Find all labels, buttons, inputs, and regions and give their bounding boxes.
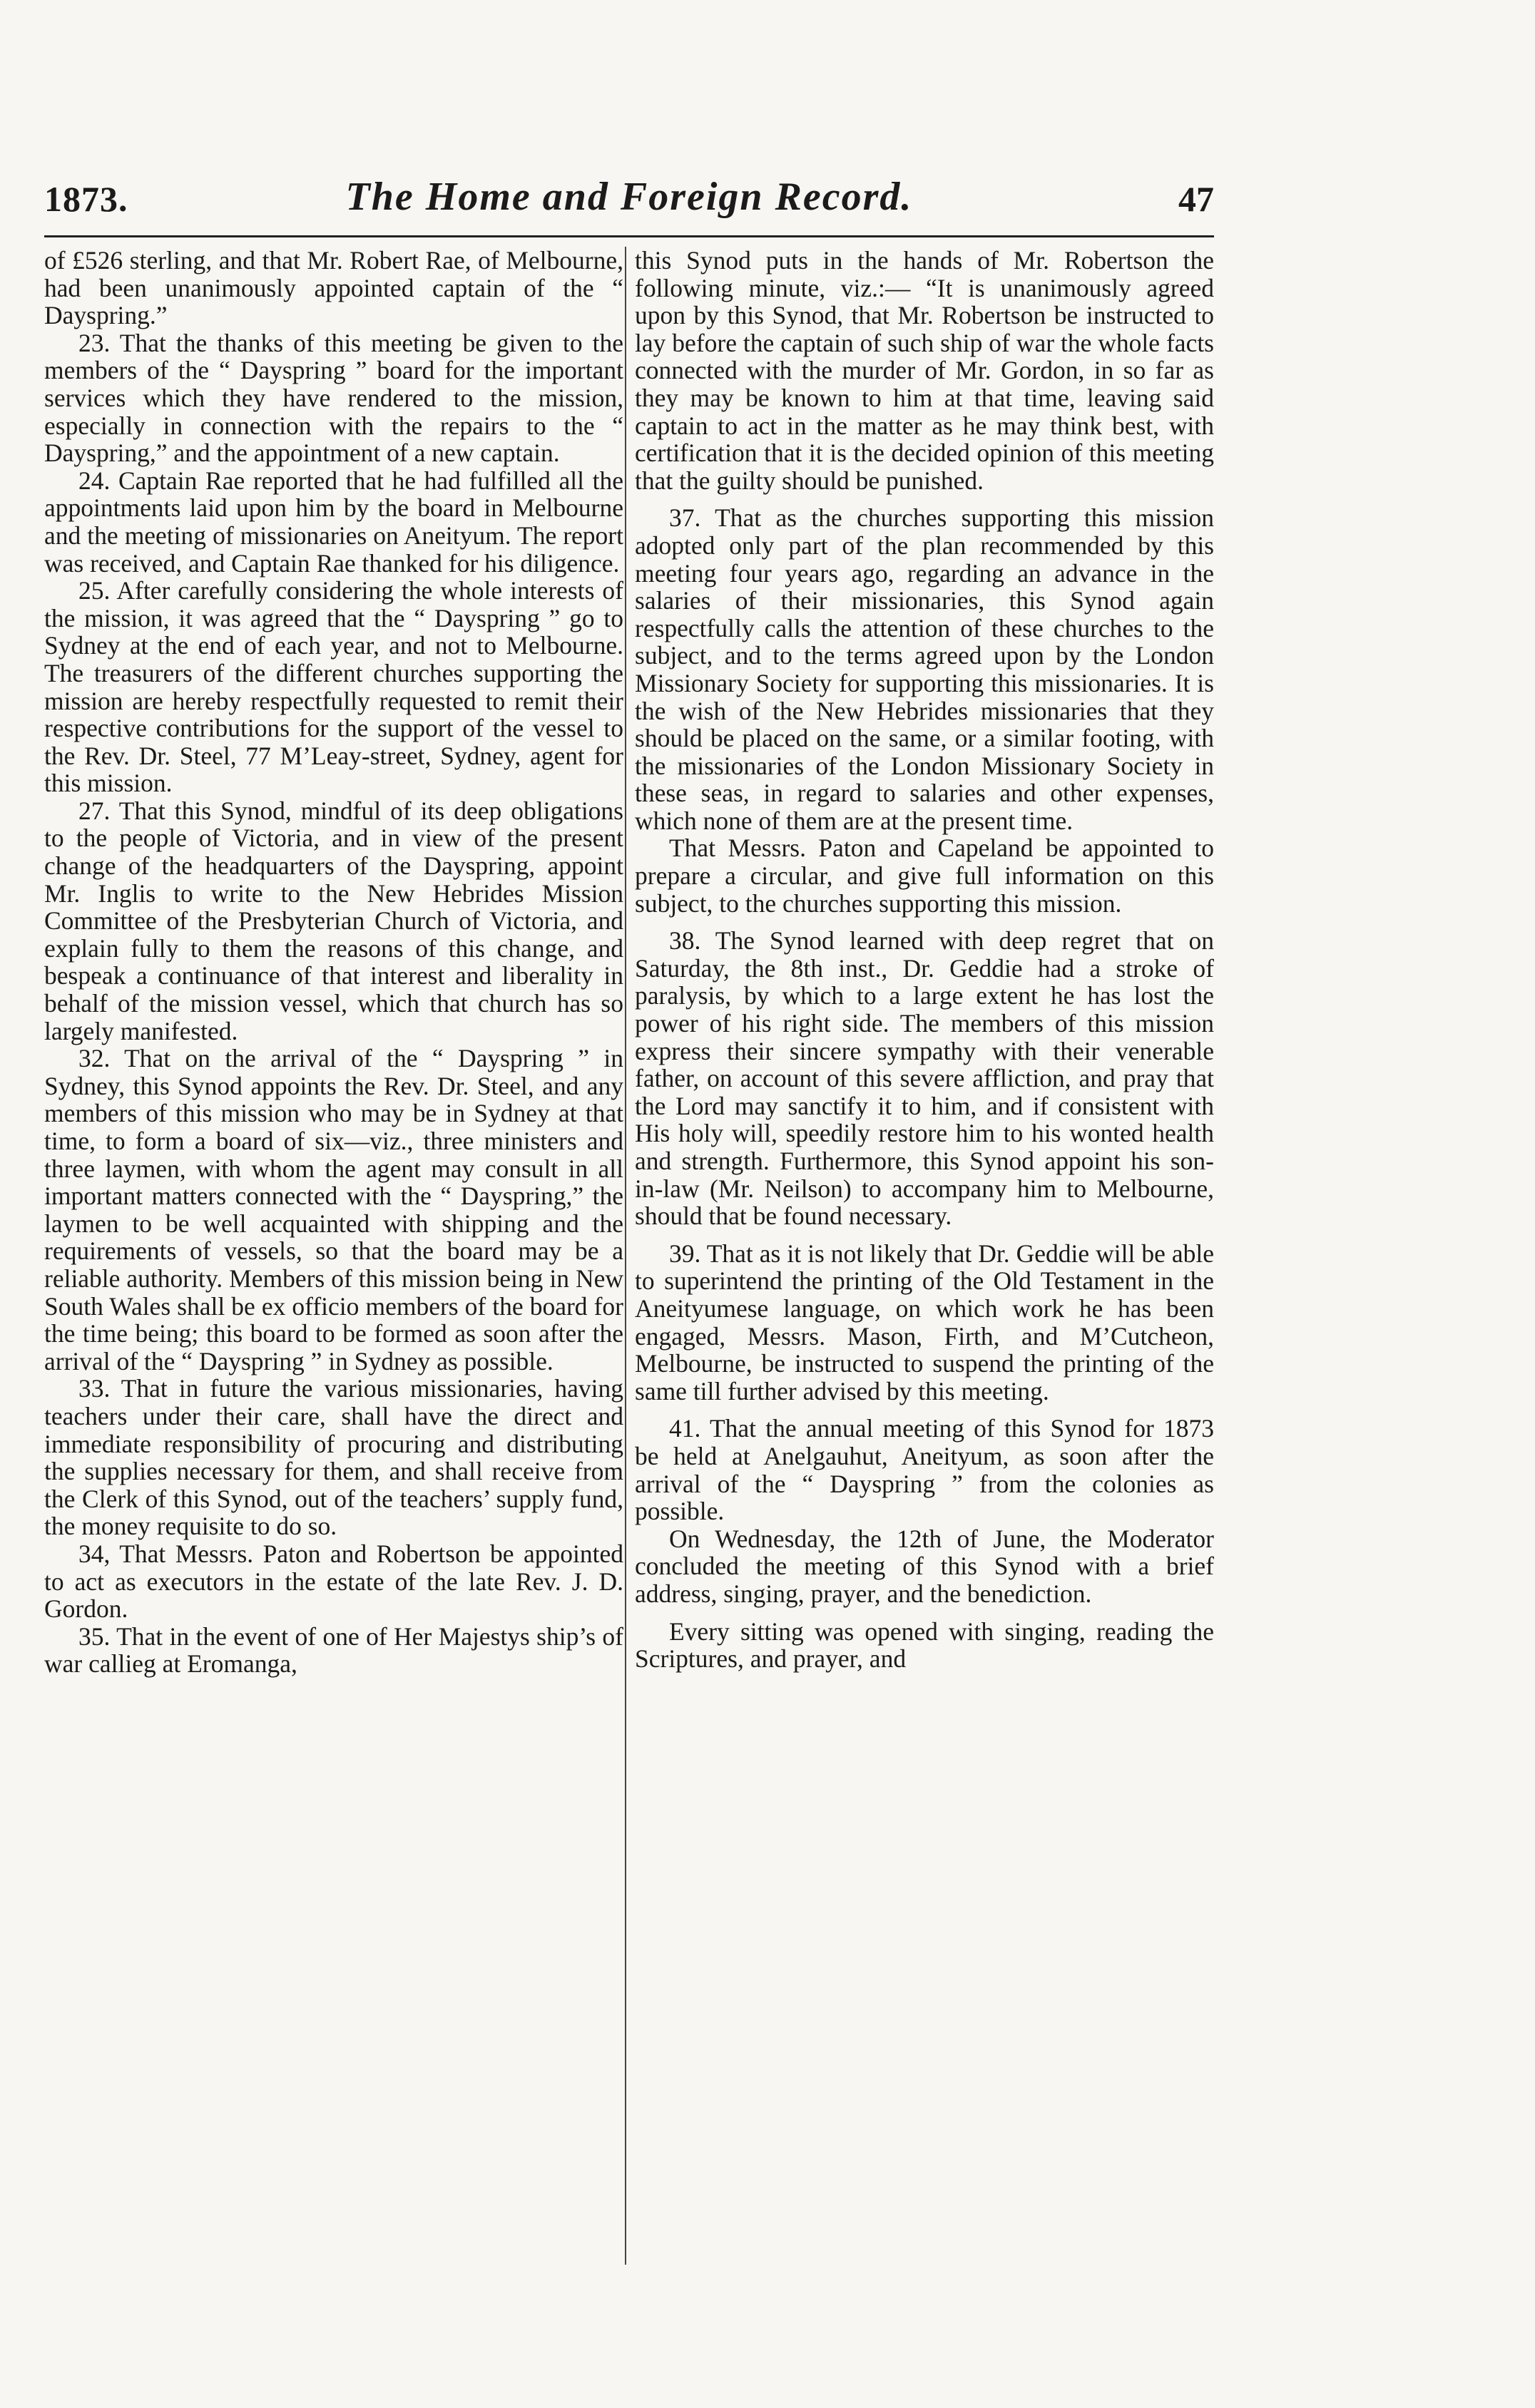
- column-divider: [625, 247, 626, 2265]
- paragraph: Every sitting was opened with singing, reading the Scriptures, and prayer, and: [635, 1617, 1214, 1674]
- paragraph: 37. That as the churches supporting this mission adopted only part of the plan recommended by this meeting four years ago, regarding an advance in the salaries of their missionaries, this Synod again respectfully calls the attention of these churches to the subject, and to the terms agreed upon by the London Missionary Society for supporting this missionaries. It is the wish of the New Hebrides missionaries that they should be placed on the same, or a similar footing, with the missionaries of the London Missionary Society in these seas, in regard to salaries and other expenses, which none of them are at the present time.: [635, 503, 1214, 835]
- paragraph: 32. That on the arrival of the “ Dayspring ” in Sydney, this Synod appoints the Rev. Dr. Steel, and any members of this mission who may be in Sydney at that time, to form a board of six—viz., three ministers and three laymen, with whom the agent may consult in all important matters connected with the “ Dayspring,” the laymen to be well acquainted with shipping and the requirements of vessels, so that the board may be a reliable authority. Members of this mission being in New South Wales shall be ex officio members of the board for the time being; this board to be formed as soon after the arrival of the “ Dayspring ” in Sydney as possible.: [44, 1044, 623, 1375]
- paragraph: 35. That in the event of one of Her Majestys ship’s of war callieg at Eromanga,: [44, 1621, 623, 1679]
- header-page-number: 47: [1178, 179, 1214, 219]
- right-column: [635, 247, 1214, 1673]
- paragraph: 38. The Synod learned with deep regret that on Saturday, the 8th inst., Dr. Geddie had a stroke of paralysis, by which to a large extent he has lost the power of his right side. The members of this mission express their sincere sympathy with their venerable father, on account of this severe affliction, and pray that the Lord may sanctify it to him, and if consistent with His holy will, speedily restore him to his wonted health and strength. Furthermore, this Synod appoint his son-in-law (Mr. Neilson) to accompany him to Melbourne, should that be found necessary.: [635, 926, 1214, 1231]
- paragraph: 41. That the annual meeting of this Synod for 1873 be held at Anelgauhut, Aneityum, as soon after the arrival of the “ Dayspring ” from the colonies as possible.: [635, 1414, 1214, 1526]
- paragraph: 33. That in future the various missionaries, having teachers under their care, shall have the direct and immediate responsibility of procuring and distributing the supplies necessary for them, and shall receive from the Clerk of this Synod, out of the teachers’ supply fund, the money requisite to do so.: [44, 1374, 623, 1541]
- paragraph: 27. That this Synod, mindful of its deep obligations to the people of Victoria, and in view of the present change of the headquarters of the Dayspring, appoint Mr. Inglis to write to the New Hebrides Mission Committee of the Presbyterian Church of Victoria, and explain fully to them the reasons of this change, and bespeak a continuance of that interest and liberality in behalf of the mission vessel, which that church has so largely manifested.: [44, 796, 623, 1045]
- paragraph: 25. After carefully considering the whole interests of the mission, it was agreed that the “ Dayspring ” go to Sydney at the end of each year, and not to Melbourne. The treasurers of the different churches supporting the mission are hereby respectfully requested to remit their respective contributions for the support of the vessel to the Rev. Dr. Steel, 77 M’Leay-street, Sydney, agent for this mission.: [44, 576, 623, 798]
- paragraph: 23. That the thanks of this meeting be given to the members of the “ Dayspring ” board for the important services which they have rendered to the mission, especially in connection with the repairs to the “ Dayspring,” and the appointment of a new captain.: [44, 328, 623, 468]
- header-title: The Home and Foreign Record.: [345, 175, 913, 219]
- paragraph: On Wednesday, the 12th of June, the Moderator concluded the meeting of this Synod with a brief address, singing, prayer, and the benediction.: [635, 1524, 1214, 1608]
- paragraph: 34, That Messrs. Paton and Robertson be appointed to act as executors in the estate of the late Rev. J. D. Gordon.: [44, 1539, 623, 1624]
- paragraph: That Messrs. Paton and Capeland be appointed to prepare a circular, and give full information on this subject, to the churches supporting this mission.: [635, 834, 1214, 918]
- paragraph: of £526 sterling, and that Mr. Robert Rae, of Melbourne, had been unanimously appointed captain of the “ Dayspring.”: [44, 246, 623, 330]
- paragraph: this Synod puts in the hands of Mr. Robertson the following minute, viz.:— “It is unanimously agreed upon by this Synod, that Mr. Robertson be instructed to lay before the captain of such ship of war the whole facts connected with the murder of Mr. Gordon, in so far as they may be known to him at that time, leaving said captain to act in the matter as he may think best, with certification that it is the decided opinion of this meeting that the guilty should be punished.: [635, 246, 1214, 495]
- paragraph: 24. Captain Rae reported that he had fulfilled all the appointments laid upon him by the board in Melbourne and the meeting of missionaries on Aneityum. The report was received, and Captain Rae thanked for his diligence.: [44, 466, 623, 578]
- page-header: [44, 174, 1214, 232]
- paragraph: 39. That as it is not likely that Dr. Geddie will be able to superintend the printing of the Old Testament in the Aneityumese language, on which work he has been engaged, Messrs. Mason, Firth, and M’Cutcheon, Melbourne, be instructed to suspend the printing of the same till further advised by this meeting.: [635, 1239, 1214, 1405]
- header-year: 1873.: [44, 179, 128, 219]
- header-rule: [44, 235, 1214, 237]
- left-column: [44, 247, 623, 1678]
